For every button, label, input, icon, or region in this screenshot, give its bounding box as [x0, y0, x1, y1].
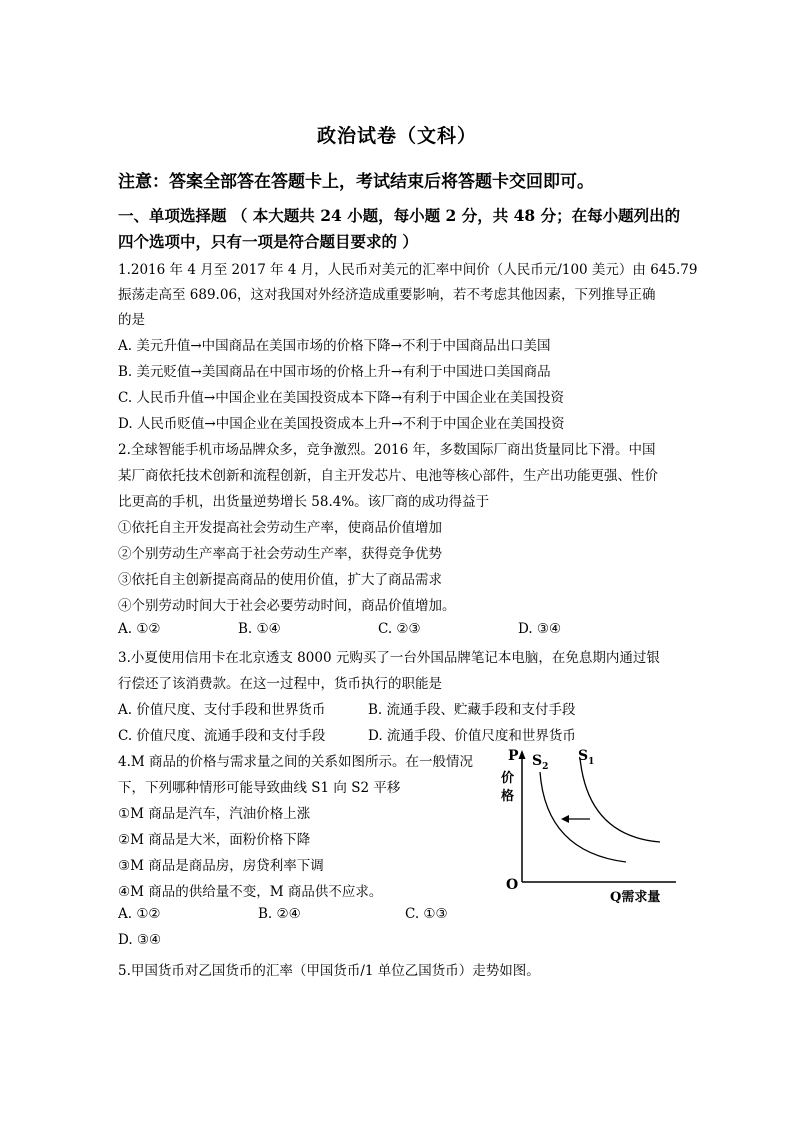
shift-arrow-icon: [561, 815, 569, 823]
section-heading-line-2: 四个选项中，只有一项是符合题目要求的 ）: [118, 232, 418, 251]
q2-stem-line: 2.全球智能手机市场品牌众多，竞争激烈。2016 年，多数国际厂商出货量同比下滑。中国: [118, 442, 656, 458]
curve-s2: [540, 772, 626, 862]
q2-option-d: D. ③④: [518, 621, 562, 637]
q4-statement-1: ①M 商品是汽车，汽油价格上涨: [118, 806, 311, 822]
q1-option-c: C. 人民币升值→中国企业在美国投资成本下降→有利于中国企业在美国投资: [118, 390, 565, 406]
q4-statement-4: ④M 商品的供给量不变，M 商品供不应求。: [118, 884, 383, 900]
q3-option-d: D. 流通手段、价值尺度和世界货币: [368, 728, 576, 744]
q4-stem-line: 4.M 商品的价格与需求量之间的关系如图所示。在一般情况: [118, 754, 473, 770]
q1-stem-line: 的是: [118, 312, 145, 328]
q4-option-d: D. ③④: [118, 932, 162, 948]
origin-label: O: [506, 877, 519, 893]
q1-option-b: B. 美元贬值→美国商品在中国市场的价格上升→有利于中国进口美国商品: [118, 364, 551, 380]
y-axis-label-1: 价: [501, 771, 515, 786]
q2-option-c: C. ②③: [378, 621, 421, 637]
page-title: 政治试卷（文科）: [316, 125, 477, 147]
curve-s1-label: $S_1$: [578, 748, 595, 767]
y-axis-letter: P: [508, 748, 519, 764]
q2-option-a: A. ①②: [118, 621, 161, 637]
y-axis-label-2: 格: [501, 789, 515, 804]
q4-option-a: A. ①②: [118, 906, 161, 922]
q2-option-b: B. ①④: [238, 621, 281, 637]
q2-stem-line: 比更高的手机，出货量逆势增长 58.4%。该厂商的成功得益于: [118, 494, 490, 510]
q3-stem-line: 行偿还了该消费款。在这一过程中，货币执行的职能是: [118, 676, 442, 692]
q2-statement-4: ④个别劳动时间大于社会必要劳动时间，商品价值增加。: [118, 598, 456, 614]
q1-option-a: A. 美元升值→中国商品在美国市场的价格下降→不利于中国商品出口美国: [118, 338, 551, 354]
q3-option-a: A. 价值尺度、支付手段和世界货币: [118, 702, 326, 718]
q2-statement-2: ②个别劳动生产率高于社会劳动生产率，获得竞争优势: [118, 546, 442, 562]
q2-statement-1: ①依托自主开发提高社会劳动生产率，使商品价值增加: [118, 520, 442, 536]
demand-curve-graph: [498, 744, 683, 909]
y-axis-arrow-icon: [519, 750, 526, 759]
q5-stem-line: 5.甲国货币对乙国货币的汇率（甲国货币/1 单位乙国货币）走势如图。: [118, 963, 540, 979]
curve-s1: [580, 758, 660, 842]
q3-stem-line: 3.小夏使用信用卡在北京透支 8000 元购买了一台外国品牌笔记本电脑，在免息期内通过银: [118, 650, 660, 666]
q4-option-c: C. ①③: [405, 906, 448, 922]
section-heading-line-1: 一、单项选择题 （ 本大题共 24 小题，每小题 2 分，共 48 分；在每小题列出的: [118, 206, 681, 225]
q4-statement-3: ③M 商品是商品房，房贷利率下调: [118, 858, 324, 874]
curve-s2-label: $S_2$: [532, 753, 549, 772]
q4-stem-line: 下，下列哪种情形可能导致曲线 S1 向 S2 平移: [118, 780, 401, 796]
q1-stem-line: 振荡走高至 689.06，这对我国对外经济造成重要影响，若不考虑其他因素，下列推导正确: [118, 287, 656, 303]
q1-stem-line: 1.2016 年 4 月至 2017 年 4 月，人民币对美元的汇率中间价（人民币元/100 美元）由 645.79: [118, 262, 698, 278]
q4-option-b: B. ②④: [258, 906, 301, 922]
q1-option-d: D. 人民币贬值→中国企业在美国投资成本上升→不利于中国企业在美国投资: [118, 416, 565, 432]
q2-statement-3: ③依托自主创新提高商品的使用价值，扩大了商品需求: [118, 572, 442, 588]
x-axis-label: Q需求量: [610, 890, 661, 905]
q3-option-b: B. 流通手段、贮藏手段和支付手段: [368, 702, 576, 718]
q2-stem-line: 某厂商依托技术创新和流程创新，自主开发芯片、电池等核心部件，生产出功能更强、性价: [118, 468, 658, 484]
exam-notice: 注意：答案全部答在答题卡上，考试结束后将答题卡交回即可。: [118, 172, 594, 192]
q4-statement-2: ②M 商品是大米，面粉价格下降: [118, 832, 311, 848]
q3-option-c: C. 价值尺度、流通手段和支付手段: [118, 728, 326, 744]
